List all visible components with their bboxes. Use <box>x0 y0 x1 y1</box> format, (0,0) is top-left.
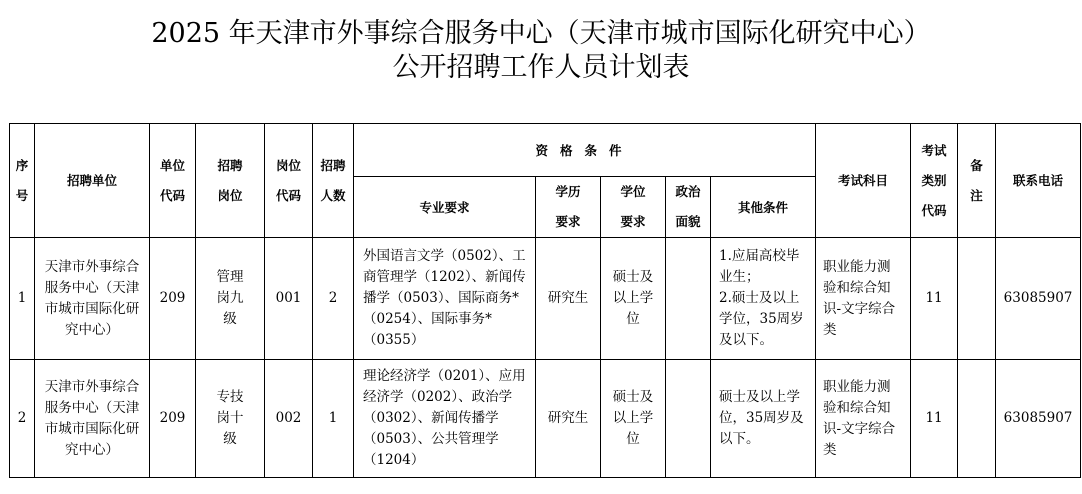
header-unit: 招聘单位 <box>35 124 150 238</box>
cell-other: 1.应届高校毕业生； 2.硕士及以上学位，35周岁及以下。 <box>711 238 816 360</box>
header-major: 专业要求 <box>354 177 536 238</box>
header-remark: 备 注 <box>958 124 996 238</box>
header-phone: 联系电话 <box>996 124 1081 238</box>
cell-unit-code: 209 <box>150 238 196 360</box>
header-exam-category: 考试 类别 代码 <box>911 124 958 238</box>
header-headcount: 招聘 人数 <box>313 124 354 238</box>
cell-position-code: 002 <box>265 360 313 478</box>
cell-headcount: 1 <box>313 360 354 478</box>
cell-degree: 硕士及以上学位 <box>601 360 666 478</box>
recruitment-plan-table <box>9 123 1081 478</box>
header-row <box>10 124 1081 177</box>
page-subtitle: 公开招聘工作人员计划表 <box>392 52 690 83</box>
cell-unit-code: 209 <box>150 360 196 478</box>
header-qualifications: 资格条件 <box>354 124 816 177</box>
header-exam-subject: 考试科目 <box>816 124 911 238</box>
header-political: 政治 面貌 <box>666 177 711 238</box>
cell-exam-subject: 职业能力测验和综合知识-文字综合类 <box>816 360 911 478</box>
cell-unit: 天津市外事综合服务中心（天津市城市国际化研究中心） <box>35 360 150 478</box>
header-seq: 序 号 <box>10 124 35 238</box>
cell-exam-subject: 职业能力测验和综合知识-文字综合类 <box>816 238 911 360</box>
cell-position: 管理岗九级 <box>196 238 265 360</box>
cell-phone: 63085907 <box>996 238 1081 360</box>
cell-degree: 硕士及以上学位 <box>601 238 666 360</box>
cell-major: 外国语言文学（0502）、工商管理学（1202）、新闻传播学（0503）、国际商务*（0254）、国际事务*（0355） <box>354 238 536 360</box>
cell-unit: 天津市外事综合服务中心（天津市城市国际化研究中心） <box>35 238 150 360</box>
header-position-code: 岗位 代码 <box>265 124 313 238</box>
cell-other: 硕士及以上学位，35周岁及以下。 <box>711 360 816 478</box>
header-unit-code: 单位 代码 <box>150 124 196 238</box>
header-other: 其他条件 <box>711 177 816 238</box>
cell-seq: 2 <box>10 360 35 478</box>
cell-exam-category: 11 <box>911 360 958 478</box>
cell-position: 专技岗十级 <box>196 360 265 478</box>
cell-political <box>666 238 711 360</box>
cell-headcount: 2 <box>313 238 354 360</box>
cell-political <box>666 360 711 478</box>
cell-remark <box>958 238 996 360</box>
cell-education: 研究生 <box>536 238 601 360</box>
cell-major: 理论经济学（0201）、应用经济学（0202）、政治学（0302）、新闻传播学（0503）、公共管理学（1204） <box>354 360 536 478</box>
cell-remark <box>958 360 996 478</box>
table-row <box>10 360 1081 478</box>
cell-phone: 63085907 <box>996 360 1081 478</box>
cell-education: 研究生 <box>536 360 601 478</box>
cell-position-code: 001 <box>265 238 313 360</box>
cell-exam-category: 11 <box>911 238 958 360</box>
page-title: 2025 年天津市外事综合服务中心（天津市城市国际化研究中心） <box>151 18 931 49</box>
header-education: 学历 要求 <box>536 177 601 238</box>
header-position: 招聘 岗位 <box>196 124 265 238</box>
table-row <box>10 238 1081 360</box>
cell-seq: 1 <box>10 238 35 360</box>
header-degree: 学位 要求 <box>601 177 666 238</box>
